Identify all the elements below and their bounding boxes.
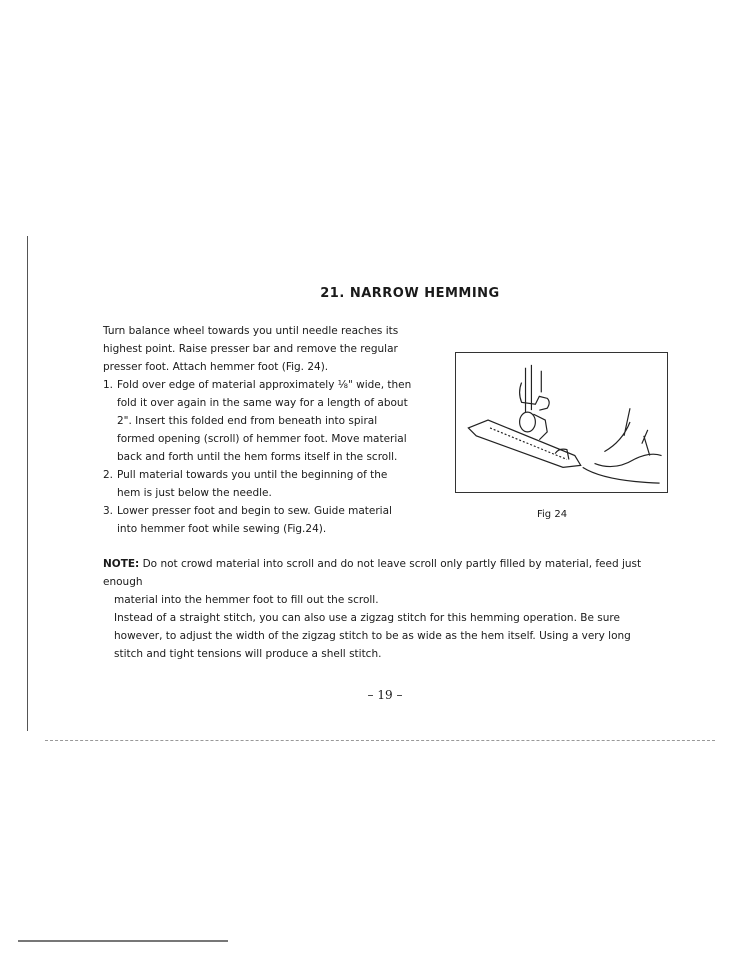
hemmer-foot-illustration xyxy=(455,352,668,493)
step-text: Lower presser foot and begin to sew. Guide material into hemmer foot while sewing (Fig.24). xyxy=(117,505,392,535)
bottom-edge-mark xyxy=(18,940,228,942)
step-number: 3. xyxy=(103,505,114,517)
note-block xyxy=(103,555,651,663)
page-number: – 19 – xyxy=(367,688,403,702)
dotted-divider xyxy=(45,740,715,741)
note-text-1-continued: material into the hemmer foot to fill out the scroll. xyxy=(114,594,379,606)
step-text: Fold over edge of material approximately ⅛" wide, then fold it over again in the same way for a length of about 2". Insert this folded end from beneath into spiral formed opening (scroll) of hemmer foot. Move material back and forth until the hem forms itself in the scroll. xyxy=(117,379,412,463)
figure-caption: Fig 24 xyxy=(537,509,568,520)
instructions-column xyxy=(103,322,413,538)
note-text-2: Instead of a straight stitch, you can also use a zigzag stitch for this hemming operation. Be sure however, to adjust the width of the zigzag stitch to be as wide as the hem itself. Using a very long stitch and tight tensions will produce a shell stitch. xyxy=(114,612,631,660)
step-number: 1. xyxy=(103,379,114,391)
note-line-1 xyxy=(103,555,651,591)
step-1 xyxy=(103,376,413,466)
intro-paragraph: Turn balance wheel towards you until needle reaches its highest point. Raise presser bar and remove the regular presser foot. Attach hemmer foot (Fig. 24). xyxy=(103,325,399,373)
note-text-1: Do not crowd material into scroll and do not leave scroll only partly filled by material, feed just enough xyxy=(103,558,642,588)
step-text: Pull material towards you until the beginning of the hem is just below the needle. xyxy=(117,469,388,499)
step-2 xyxy=(103,466,413,502)
note-label: NOTE: xyxy=(103,558,140,570)
step-number: 2. xyxy=(103,469,114,481)
step-3 xyxy=(103,502,413,538)
margin-line xyxy=(27,236,28,731)
section-heading: 21. NARROW HEMMING xyxy=(320,286,500,301)
hemmer-foot-drawing xyxy=(456,353,667,492)
